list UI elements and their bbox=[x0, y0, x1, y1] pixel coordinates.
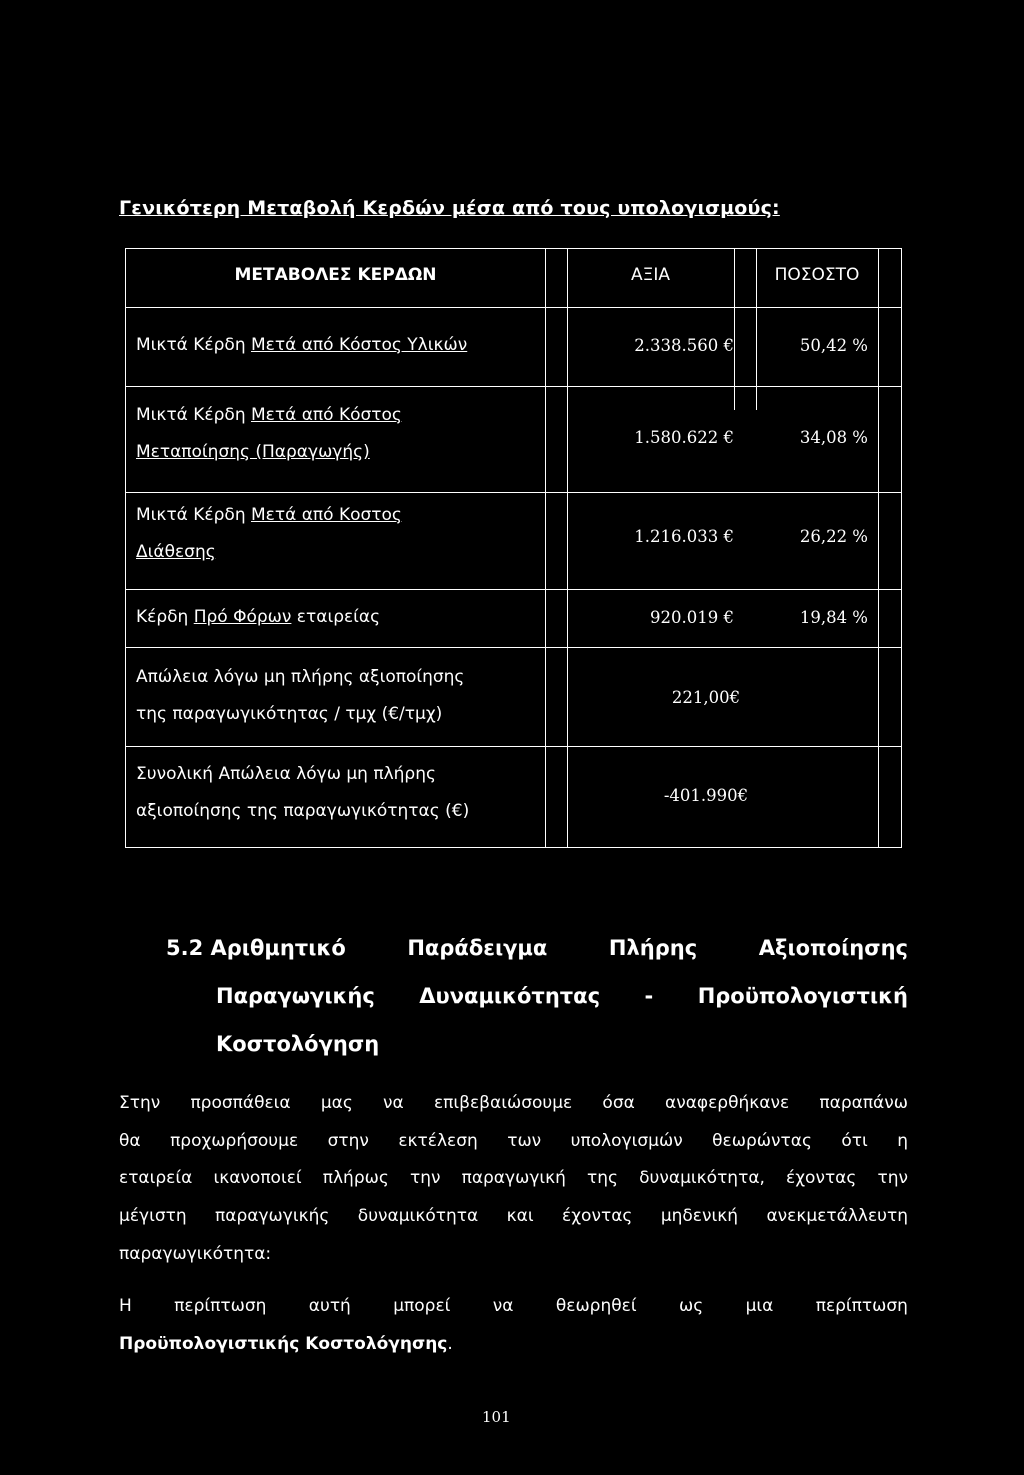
row-label-line1: Απώλεια λόγω μη πλήρης αξιοποίησης bbox=[136, 667, 465, 687]
heading-word: Δυναμικότητας bbox=[419, 984, 601, 1008]
row-percent: 19,84 % bbox=[799, 608, 868, 627]
row-label-line2: της παραγωγικότητας / τμχ (€/τμχ) bbox=[136, 704, 443, 724]
row-label-text: Κέρδη bbox=[136, 607, 194, 627]
row-label bbox=[136, 659, 546, 733]
row-value: -401.990€ bbox=[663, 786, 749, 805]
paragraph-word: ως bbox=[678, 1296, 704, 1316]
heading-word: Παράδειγμα bbox=[407, 936, 548, 960]
row-label-line2: αξιοποίησης της παραγωγικότητας (€) bbox=[136, 801, 470, 821]
row-label-text: Μικτά Κέρδη bbox=[136, 335, 251, 355]
paragraph-line: θα προχωρήσουμε στην εκτέλεση των υπολογισμών θεωρώντας ότι η bbox=[119, 1131, 908, 1151]
row-label-underlined: Μετά από Κόστος bbox=[251, 405, 402, 425]
row-percent: 34,08 % bbox=[799, 428, 868, 447]
row-label-text: Μικτά Κέρδη bbox=[136, 405, 251, 425]
table-divider bbox=[878, 249, 879, 847]
row-label-suffix: εταιρείας bbox=[291, 607, 381, 627]
heading-word: Αξιοποίησης bbox=[758, 936, 908, 960]
paragraph-line: μέγιστη παραγωγικής δυναμικότητα και έχοντας μηδενική ανεκμετάλλευτη bbox=[119, 1206, 908, 1226]
row-label-line2: Διάθεσης bbox=[136, 542, 216, 562]
row-percent: 50,42 % bbox=[799, 336, 868, 355]
row-label-underlined: Πρό Φόρων bbox=[193, 607, 292, 627]
table-divider bbox=[126, 647, 901, 648]
paragraph-end: . bbox=[447, 1334, 453, 1354]
paragraph-word: περίπτωση bbox=[174, 1296, 267, 1316]
heading-word: 5.2 Αριθμητικό bbox=[166, 936, 346, 960]
header-label: ΜΕΤΑΒΟΛΕΣ ΚΕΡΔΩΝ bbox=[234, 265, 437, 285]
paragraph-word: μια bbox=[745, 1296, 774, 1316]
row-value: 2.338.560 € bbox=[634, 336, 734, 355]
row-label bbox=[136, 756, 546, 830]
paragraph2-line1 bbox=[119, 1296, 908, 1316]
row-value: 1.216.033 € bbox=[634, 527, 734, 546]
row-label-line2: Μεταποίησης (Παραγωγής) bbox=[136, 442, 370, 462]
paragraph-text: Στην προσπάθεια μας να επιβεβαιώσουμε όσα αναφερθήκανε παραπάνω bbox=[119, 1093, 908, 1113]
row-label-text: Μικτά Κέρδη bbox=[136, 505, 251, 525]
table-divider bbox=[126, 492, 901, 493]
header-value: ΑΞΙΑ bbox=[630, 265, 670, 285]
paragraph-word: Η bbox=[119, 1296, 132, 1316]
header-percent: ΠΟΣΟΣΤΟ bbox=[774, 265, 860, 285]
row-label bbox=[136, 497, 546, 571]
table-divider bbox=[126, 589, 901, 590]
page-number: 101 bbox=[482, 1408, 511, 1426]
paragraph-word: μπορεί bbox=[393, 1296, 451, 1316]
table-divider bbox=[126, 746, 901, 747]
paragraph-line: εταιρεία ικανοποιεί πλήρως την παραγωγική της δυναμικότητα, έχοντας την bbox=[119, 1168, 908, 1188]
row-label bbox=[136, 599, 546, 636]
paragraph-bold-text: Προϋπολογιστικής Κοστολόγησης bbox=[119, 1334, 448, 1354]
row-label-underlined: Μετά από Κόστος Υλικών bbox=[251, 335, 468, 355]
row-value: 221,00€ bbox=[671, 688, 741, 707]
section-title: Γενικότερη Μεταβολή Κερδών μέσα από τους υπολογισμούς: bbox=[119, 197, 780, 219]
heading-word: Προϋπολογιστική bbox=[697, 984, 908, 1008]
paragraph-word: θεωρηθεί bbox=[555, 1296, 637, 1316]
section-heading-line1 bbox=[166, 936, 908, 960]
row-label bbox=[136, 397, 546, 471]
heading-word: Πλήρης bbox=[608, 936, 698, 960]
section-heading-line3: Κοστολόγηση bbox=[216, 1032, 380, 1056]
row-percent: 26,22 % bbox=[799, 527, 868, 546]
profit-changes-table bbox=[125, 248, 902, 848]
row-label bbox=[136, 327, 546, 364]
heading-word: Παραγωγικής bbox=[216, 984, 375, 1008]
paragraph-word: αυτή bbox=[308, 1296, 351, 1316]
table-divider bbox=[126, 386, 901, 387]
table-divider bbox=[126, 307, 901, 308]
row-label-line1: Συνολική Απώλεια λόγω μη πλήρης bbox=[136, 764, 436, 784]
paragraph2-line2 bbox=[119, 1334, 908, 1354]
section-heading-line2 bbox=[216, 984, 908, 1008]
heading-word: - bbox=[644, 984, 654, 1008]
row-value: 920.019 € bbox=[650, 608, 734, 627]
row-value: 1.580.622 € bbox=[634, 428, 734, 447]
row-label-underlined: Μετά από Κοστος bbox=[251, 505, 402, 525]
paragraph-line bbox=[119, 1093, 908, 1113]
paragraph-line: παραγωγικότητα: bbox=[119, 1244, 272, 1264]
paragraph-word: περίπτωση bbox=[815, 1296, 908, 1316]
paragraph-word: να bbox=[492, 1296, 514, 1316]
